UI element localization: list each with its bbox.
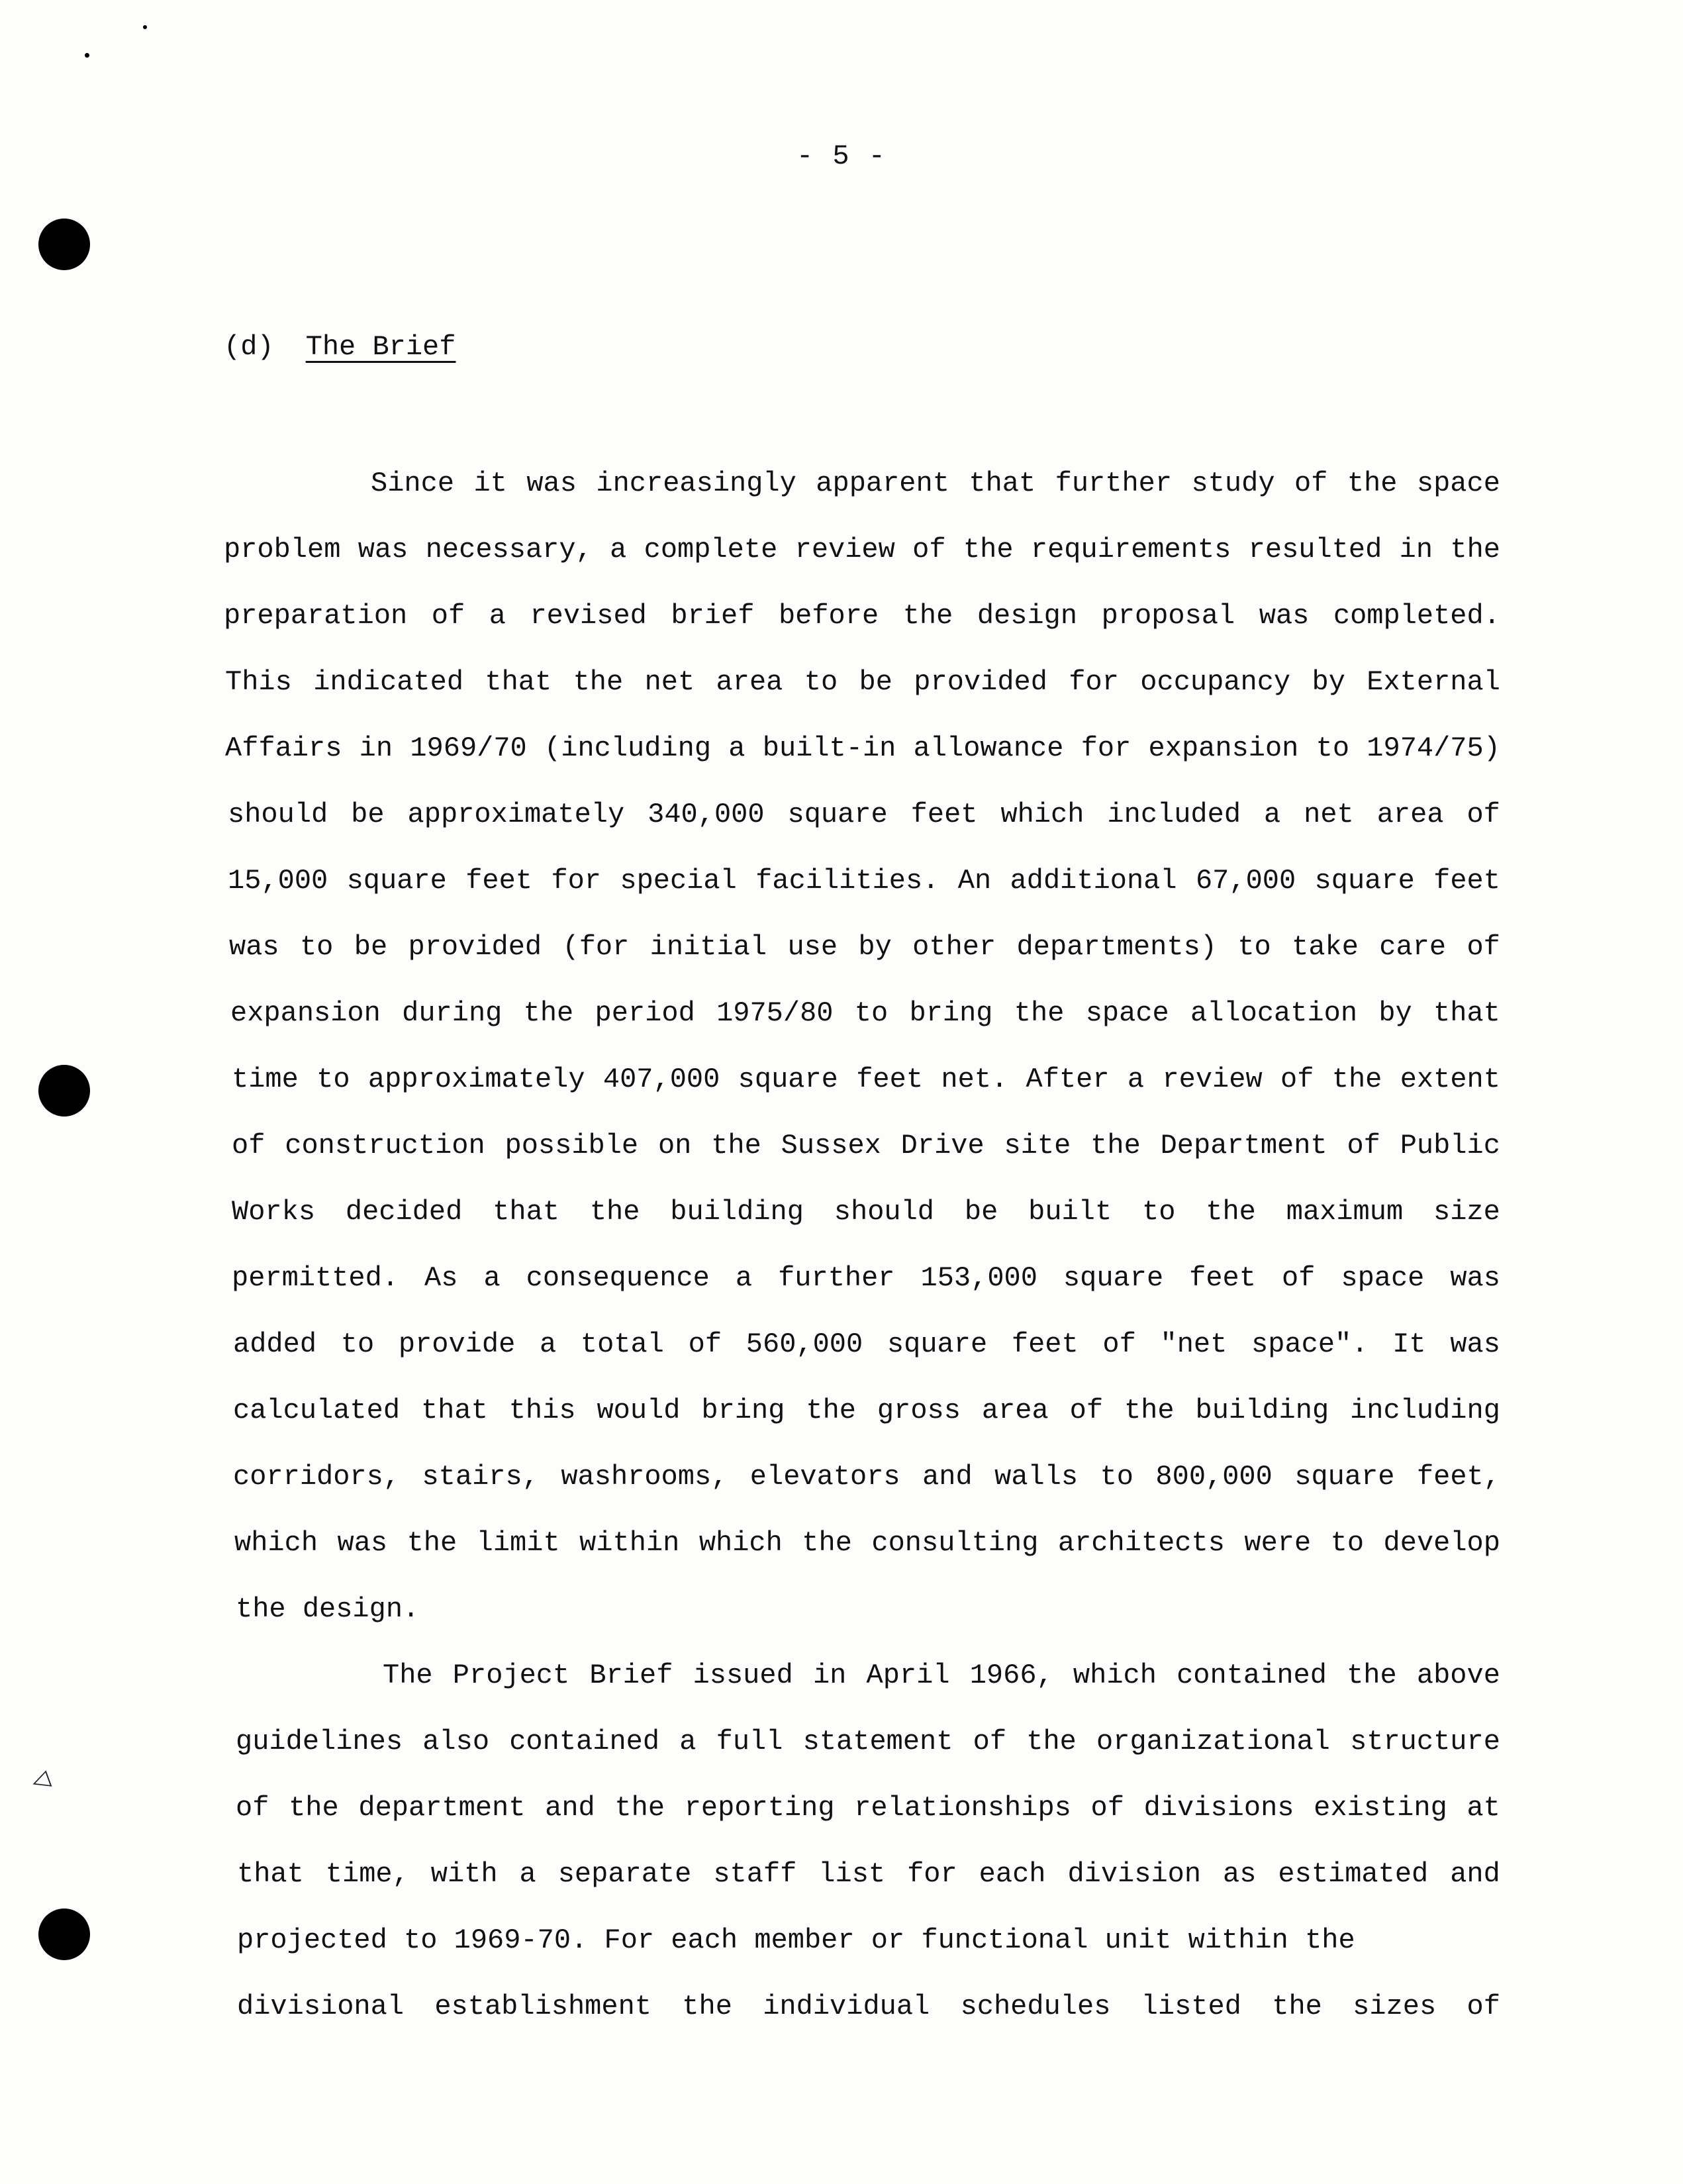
body-line: was to be provided (for initial use by other departments) to take care of xyxy=(229,931,1500,963)
body-line: divisional establishment the individual schedules listed the sizes of xyxy=(237,1991,1500,2022)
page-number: - 5 - xyxy=(796,140,887,172)
section-title: The Brief xyxy=(305,331,456,363)
section-label: (d) xyxy=(224,331,274,363)
body-line: projected to 1969-70. For each member or functional unit within the xyxy=(237,1924,1355,1956)
body-line: Since it was increasingly apparent that further study of the space xyxy=(371,468,1500,499)
punch-hole xyxy=(38,1909,90,1960)
body-line: problem was necessary, a complete review of the requirements resulted in the xyxy=(224,534,1500,566)
body-line: Affairs in 1969/70 (including a built-in allowance for expansion to 1974/75) xyxy=(225,732,1500,764)
margin-mark-icon: ◁ xyxy=(27,1764,54,1796)
body-line: expansion during the period 1975/80 to bring the space allocation by that xyxy=(230,997,1500,1029)
body-line: added to provide a total of 560,000 square feet of "net space". It was xyxy=(233,1328,1500,1360)
scan-speck xyxy=(143,25,147,29)
body-line: calculated that this would bring the gross area of the building including xyxy=(233,1395,1500,1426)
body-line: the design. xyxy=(236,1593,420,1625)
body-line: preparation of a revised brief before the design proposal was completed. xyxy=(224,600,1500,632)
body-line: permitted. As a consequence a further 153,000 square feet of space was xyxy=(232,1262,1500,1294)
body-line: which was the limit within which the consulting architects were to develop xyxy=(234,1527,1500,1559)
body-line: corridors, stairs, washrooms, elevators and walls to 800,000 square feet, xyxy=(233,1461,1500,1493)
body-line: 15,000 square feet for special facilities. An additional 67,000 square feet xyxy=(228,865,1500,897)
body-line: Works decided that the building should be built to the maximum size xyxy=(232,1196,1500,1228)
body-line: that time, with a separate staff list for each division as estimated and xyxy=(237,1858,1500,1890)
punch-hole xyxy=(38,1065,90,1117)
scan-speck xyxy=(85,53,89,58)
punch-hole xyxy=(38,219,90,270)
body-line: of the department and the reporting relationships of divisions existing at xyxy=(236,1792,1500,1824)
body-line: should be approximately 340,000 square feet which included a net area of xyxy=(228,799,1500,830)
body-line: time to approximately 407,000 square feet net. After a review of the extent xyxy=(232,1064,1500,1095)
section-heading xyxy=(224,331,456,363)
body-line: This indicated that the net area to be provided for occupancy by External xyxy=(225,666,1500,698)
body-line: guidelines also contained a full statement of the organizational structure xyxy=(236,1726,1500,1758)
body-line: of construction possible on the Sussex Drive site the Department of Public xyxy=(232,1130,1500,1162)
body-line: The Project Brief issued in April 1966, which contained the above xyxy=(383,1660,1500,1691)
